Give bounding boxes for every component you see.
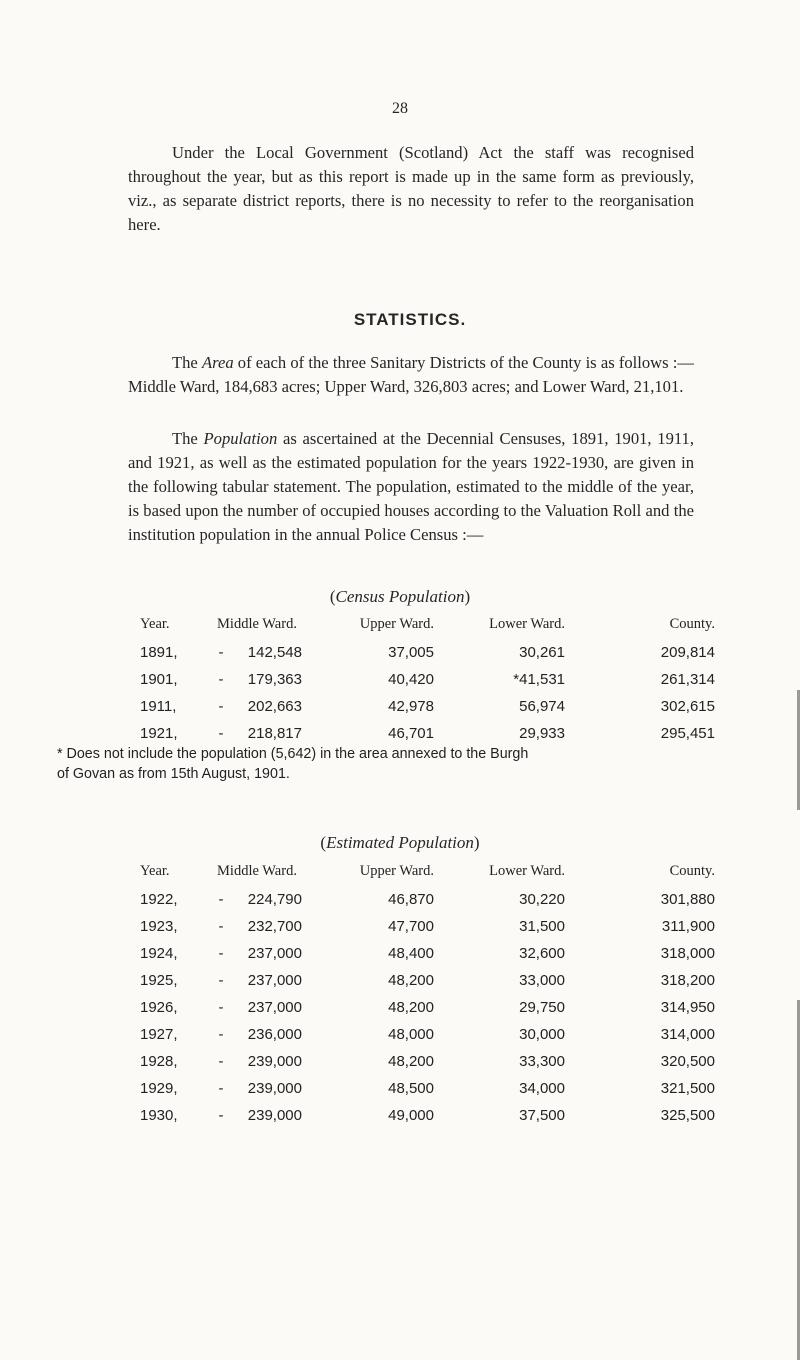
census-cell-year: 1891, <box>140 644 178 661</box>
population-lead: The <box>172 429 204 448</box>
area-emphasis: Area <box>201 353 234 372</box>
estimated-cell-dash: - <box>218 945 224 962</box>
estimated-cell-year: 1928, <box>140 1053 178 1070</box>
estimated-row <box>140 967 715 994</box>
estimated-cell-lower: 29,750 <box>519 999 565 1016</box>
estimated-row <box>140 1048 715 1075</box>
area-paragraph <box>128 351 694 399</box>
census-cell-middle: 142,548 <box>247 644 302 661</box>
estimated-caption-text: Estimated Population <box>326 833 474 852</box>
census-caption: (Census Population) <box>329 587 471 606</box>
estimated-cell-middle: 237,000 <box>247 945 302 962</box>
census-header-lower: Lower Ward. <box>489 615 565 632</box>
census-cell-middle: 202,663 <box>247 698 302 715</box>
estimated-cell-upper: 48,500 <box>388 1080 434 1097</box>
estimated-cell-lower: 33,000 <box>519 972 565 989</box>
census-caption-text: Census Population <box>335 587 465 606</box>
census-header-county: County. <box>669 615 715 632</box>
estimated-header-row <box>140 856 715 886</box>
census-cell-lower: 29,933 <box>519 725 565 742</box>
footnote-line-2: of Govan as from 15th August, 1901. <box>57 766 290 782</box>
estimated-cell-middle: 236,000 <box>247 1026 302 1043</box>
estimated-cell-county: 321,500 <box>660 1080 715 1097</box>
estimated-cell-dash: - <box>218 999 224 1016</box>
estimated-cell-year: 1924, <box>140 945 178 962</box>
estimated-row <box>140 1102 715 1129</box>
census-cell-year: 1901, <box>140 671 178 688</box>
census-cell-lower: 30,261 <box>519 644 565 661</box>
census-table <box>140 609 715 747</box>
estimated-cell-dash: - <box>218 972 224 989</box>
estimated-cell-lower: 30,220 <box>519 891 565 908</box>
census-cell-upper: 42,978 <box>388 698 434 715</box>
census-cell-year: 1921, <box>140 725 178 742</box>
estimated-cell-upper: 48,400 <box>388 945 434 962</box>
population-emphasis: Population <box>203 429 278 448</box>
estimated-cell-dash: - <box>218 1107 224 1124</box>
estimated-cell-middle: 239,000 <box>247 1107 302 1124</box>
area-lead: The <box>172 353 202 372</box>
area-rest: of each of the three Sanitary Districts of the County is as follows :—Middle Ward, 184,683 acres; Upper Ward, 326,803 acres; and Lower Ward, 21,101. <box>128 353 694 396</box>
estimated-cell-county: 325,500 <box>660 1107 715 1124</box>
estimated-cell-county: 318,200 <box>660 972 715 989</box>
census-cell-upper: 40,420 <box>388 671 434 688</box>
estimated-cell-dash: - <box>218 1080 224 1097</box>
census-cell-middle: 179,363 <box>247 671 302 688</box>
estimated-cell-county: 320,500 <box>660 1053 715 1070</box>
estimated-cell-county: 314,000 <box>660 1026 715 1043</box>
census-cell-upper: 46,701 <box>388 725 434 742</box>
estimated-cell-lower: 32,600 <box>519 945 565 962</box>
estimated-cell-year: 1925, <box>140 972 178 989</box>
estimated-header-year: Year. <box>140 862 170 879</box>
estimated-cell-middle: 237,000 <box>247 999 302 1016</box>
estimated-cell-middle: 224,790 <box>247 891 302 908</box>
census-cell-county: 261,314 <box>660 671 715 688</box>
population-rest: as ascertained at the Decennial Censuses, 1891, 1901, 1911, and 1921, as well as the estimated population for the years 1922-1930, are given in the following tabular statement. The population, estimated to the middle of the year, is based upon the number of occupied houses according to the Valuation Roll and the institution population in the annual Police Census :— <box>128 429 695 544</box>
census-cell-county: 295,451 <box>660 725 715 742</box>
estimated-cell-middle: 232,700 <box>247 918 302 935</box>
census-cell-upper: 37,005 <box>388 644 434 661</box>
estimated-cell-upper: 48,200 <box>388 972 434 989</box>
estimated-row <box>140 886 715 913</box>
census-cell-county: 302,615 <box>660 698 715 715</box>
estimated-header-lower: Lower Ward. <box>489 862 565 879</box>
estimated-cell-lower: 37,500 <box>519 1107 565 1124</box>
estimated-row <box>140 1075 715 1102</box>
estimated-cell-upper: 47,700 <box>388 918 434 935</box>
estimated-cell-year: 1930, <box>140 1107 178 1124</box>
estimated-cell-middle: 239,000 <box>247 1080 302 1097</box>
estimated-cell-dash: - <box>218 918 224 935</box>
census-header-middle: Middle Ward. <box>217 615 297 632</box>
estimated-row <box>140 940 715 967</box>
census-header-year: Year. <box>140 615 170 632</box>
footnote-line-1: * Does not include the population (5,642) in the area annexed to the Burgh <box>57 746 529 762</box>
intro-paragraph: Under the Local Government (Scotland) Act the staff was recognised throughout the year, but as this report is made up in the same form as previously, viz., as separate district reports, there is no necessity to refer to the reorganisation here. <box>128 143 694 234</box>
estimated-cell-upper: 48,200 <box>388 1053 434 1070</box>
census-row <box>140 720 715 747</box>
census-row <box>140 639 715 666</box>
estimated-cell-year: 1927, <box>140 1026 178 1043</box>
estimated-cell-lower: 31,500 <box>519 918 565 935</box>
estimated-header-middle: Middle Ward. <box>217 862 297 879</box>
statistics-heading: STATISTICS. <box>353 310 467 329</box>
estimated-cell-lower: 34,000 <box>519 1080 565 1097</box>
census-cell-dash: - <box>218 671 224 688</box>
estimated-cell-year: 1926, <box>140 999 178 1016</box>
census-cell-year: 1911, <box>140 698 177 715</box>
page-number: 28 <box>392 100 408 117</box>
estimated-row <box>140 1021 715 1048</box>
estimated-cell-middle: 239,000 <box>247 1053 302 1070</box>
estimated-cell-lower: 30,000 <box>519 1026 565 1043</box>
estimated-cell-county: 318,000 <box>660 945 715 962</box>
estimated-cell-upper: 49,000 <box>388 1107 434 1124</box>
census-header-row <box>140 609 715 639</box>
census-footnote <box>57 744 757 784</box>
census-cell-dash: - <box>218 725 224 742</box>
estimated-cell-county: 314,950 <box>660 999 715 1016</box>
estimated-caption: (Estimated Population) <box>320 833 480 852</box>
census-cell-lower: *41,531 <box>513 671 565 688</box>
estimated-header-upper: Upper Ward. <box>359 862 434 879</box>
estimated-cell-upper: 48,200 <box>388 999 434 1016</box>
estimated-cell-upper: 46,870 <box>388 891 434 908</box>
estimated-cell-dash: - <box>218 1026 224 1043</box>
estimated-cell-upper: 48,000 <box>388 1026 434 1043</box>
estimated-header-county: County. <box>669 862 715 879</box>
estimated-cell-county: 311,900 <box>661 918 715 935</box>
estimated-row <box>140 913 715 940</box>
estimated-cell-lower: 33,300 <box>519 1053 565 1070</box>
census-cell-dash: - <box>218 644 224 661</box>
estimated-row <box>140 994 715 1021</box>
estimated-cell-year: 1923, <box>140 918 178 935</box>
population-paragraph <box>128 427 694 547</box>
estimated-table <box>140 856 715 1129</box>
estimated-cell-dash: - <box>218 891 224 908</box>
census-cell-county: 209,814 <box>660 644 715 661</box>
census-cell-middle: 218,817 <box>247 725 302 742</box>
estimated-cell-year: 1929, <box>140 1080 178 1097</box>
census-row <box>140 666 715 693</box>
census-cell-lower: 56,974 <box>519 698 565 715</box>
estimated-cell-middle: 237,000 <box>247 972 302 989</box>
census-row <box>140 693 715 720</box>
estimated-cell-year: 1922, <box>140 891 178 908</box>
census-cell-dash: - <box>218 698 224 715</box>
census-header-upper: Upper Ward. <box>359 615 434 632</box>
estimated-cell-dash: - <box>218 1053 224 1070</box>
estimated-cell-county: 301,880 <box>660 891 715 908</box>
